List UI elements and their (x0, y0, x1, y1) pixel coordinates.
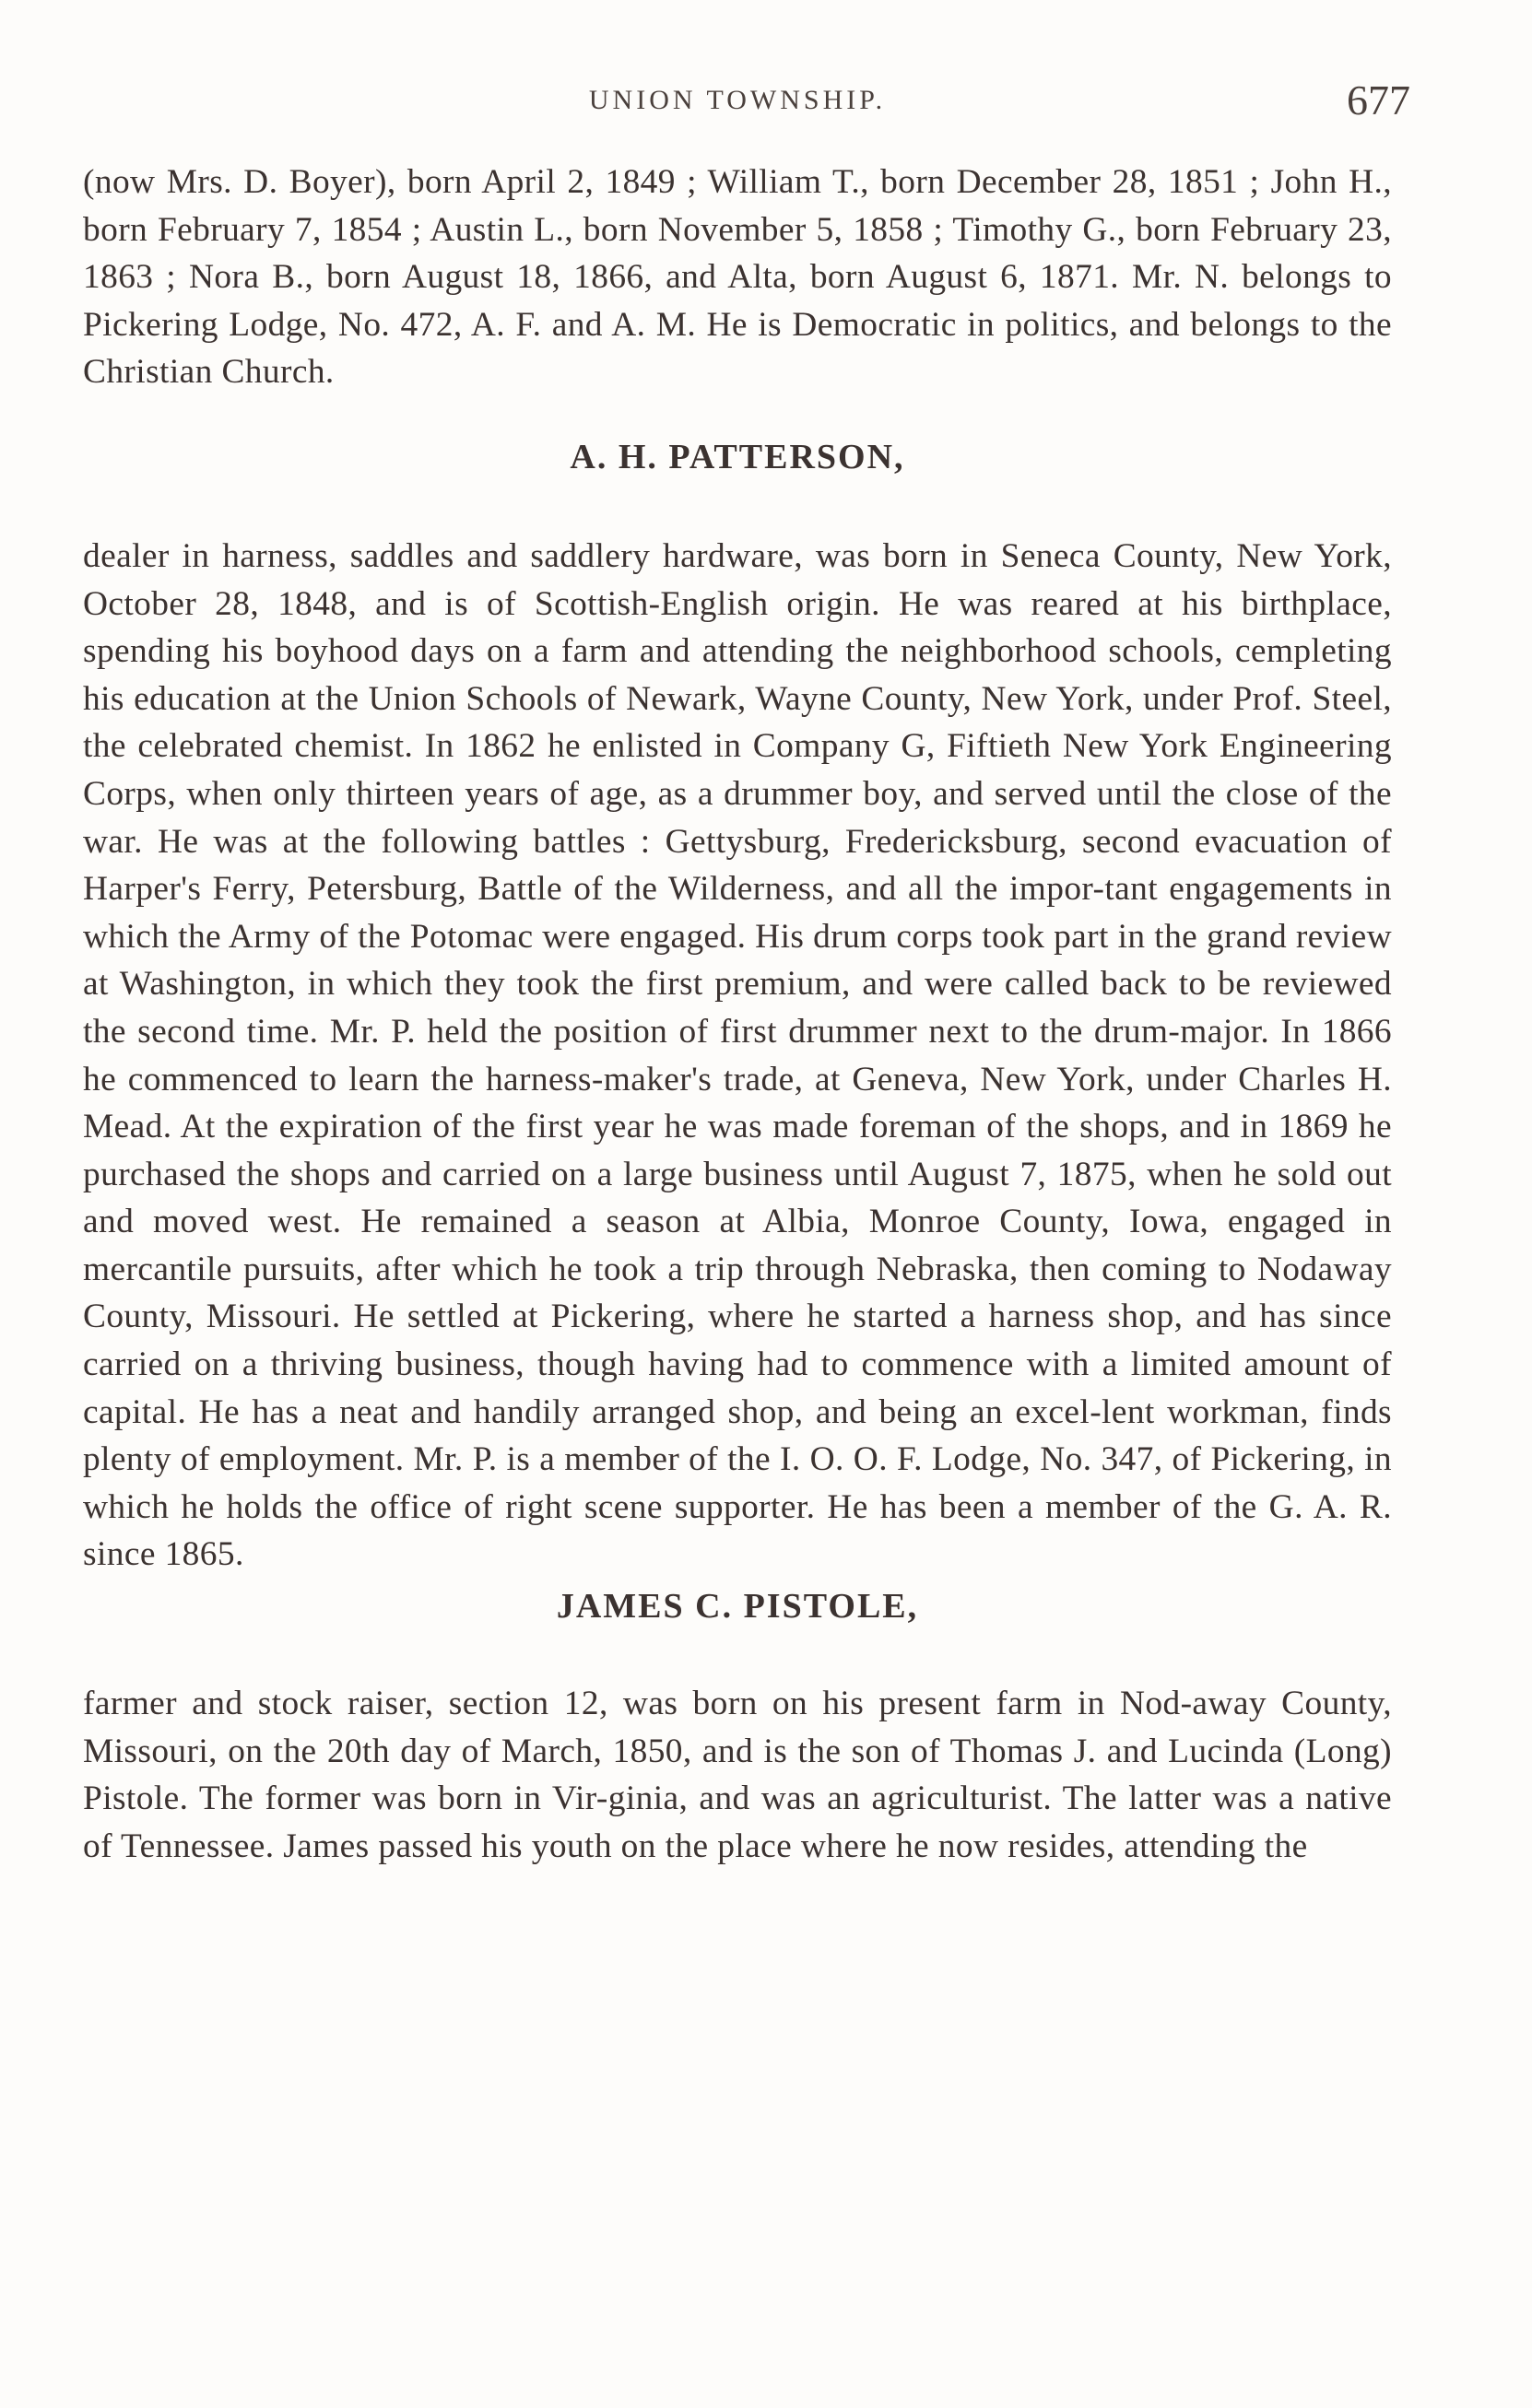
paragraph-pistole: farmer and stock raiser, section 12, was born on his present farm in Nod-away County, Missouri, on the 20th day of March, 1850, and is the son of Thomas J. and Lucinda (Long) Pistole. The former was born in Vir-ginia, and was an agriculturist. The latter was a native of Tennessee. James passed his youth on the place where he now resides, attending the (83, 1685, 1392, 1865)
running-title: UNION TOWNSHIP. (588, 85, 887, 115)
page-number: 677 (1347, 76, 1410, 123)
paragraph-intro: (now Mrs. D. Boyer), born April 2, 1849 ; William T., born December 28, 1851 ; John H., born February 7, 1854 ; Austin L., born November 5, 1858 ; Timothy G., born February 23, 1863 ; Nora B., born August 18, 1866, and Alta, born August 6, 1871. Mr. N. belongs to Pickering Lodge, No. 472, A. F. and A. M. He is Democratic in politics, and belongs to the Christian Church. (83, 163, 1392, 392)
heading-pistole: JAMES C. PISTOLE, (556, 1587, 919, 1627)
heading-patterson: A. H. PATTERSON, (570, 437, 905, 476)
running-header (83, 76, 1410, 131)
text-column (83, 159, 1392, 1870)
paragraph-patterson: dealer in harness, saddles and saddlery hardware, was born in Seneca County, New York, October 28, 1848, and is of Scottish-English origin. He was reared at his birthplace, spending his boyhood days on a farm and attending the neighborhood schools, cempleting his education at the Union Schools of Newark, Wayne County, New York, under Prof. Steel, the celebrated chemist. In 1862 he enlisted in Company G, Fiftieth New York Engineering Corps, when only thirteen years of age, as a drummer boy, and served until the close of the war. He was at the following battles : Gettysburg, Fredericksburg, second evacuation of Harper's Ferry, Petersburg, Battle of the Wilderness, and all the impor-tant engagements in which the Army of the Potomac were engaged. His drum corps took part in the grand review at Washington, in which they took the first premium, and were called back to be reviewed the second time. Mr. P. held the position of first drummer next to the drum-major. In 1866 he commenced to learn the harness-maker's trade, at Geneva, New York, under Charles H. Mead. At the expiration of the first year he was made foreman of the shops, and in 1869 he purchased the shops and carried on a large business until August 7, 1875, when he sold out and moved west. He remained a season at Albia, Monroe County, Iowa, engaged in mercantile pursuits, after which he took a trip through Nebraska, then coming to Nodaway County, Missouri. He settled at Pickering, where he started a harness shop, and has since carried on a thriving business, though having had to commence with a limited amount of capital. He has a neat and handily arranged shop, and being an excel-lent workman, finds plenty of employment. Mr. P. is a member of the I. O. O. F. Lodge, No. 347, of Pickering, in which he holds the office of right scene supporter. He has been a member of the G. A. R. since 1865. (83, 536, 1392, 1574)
